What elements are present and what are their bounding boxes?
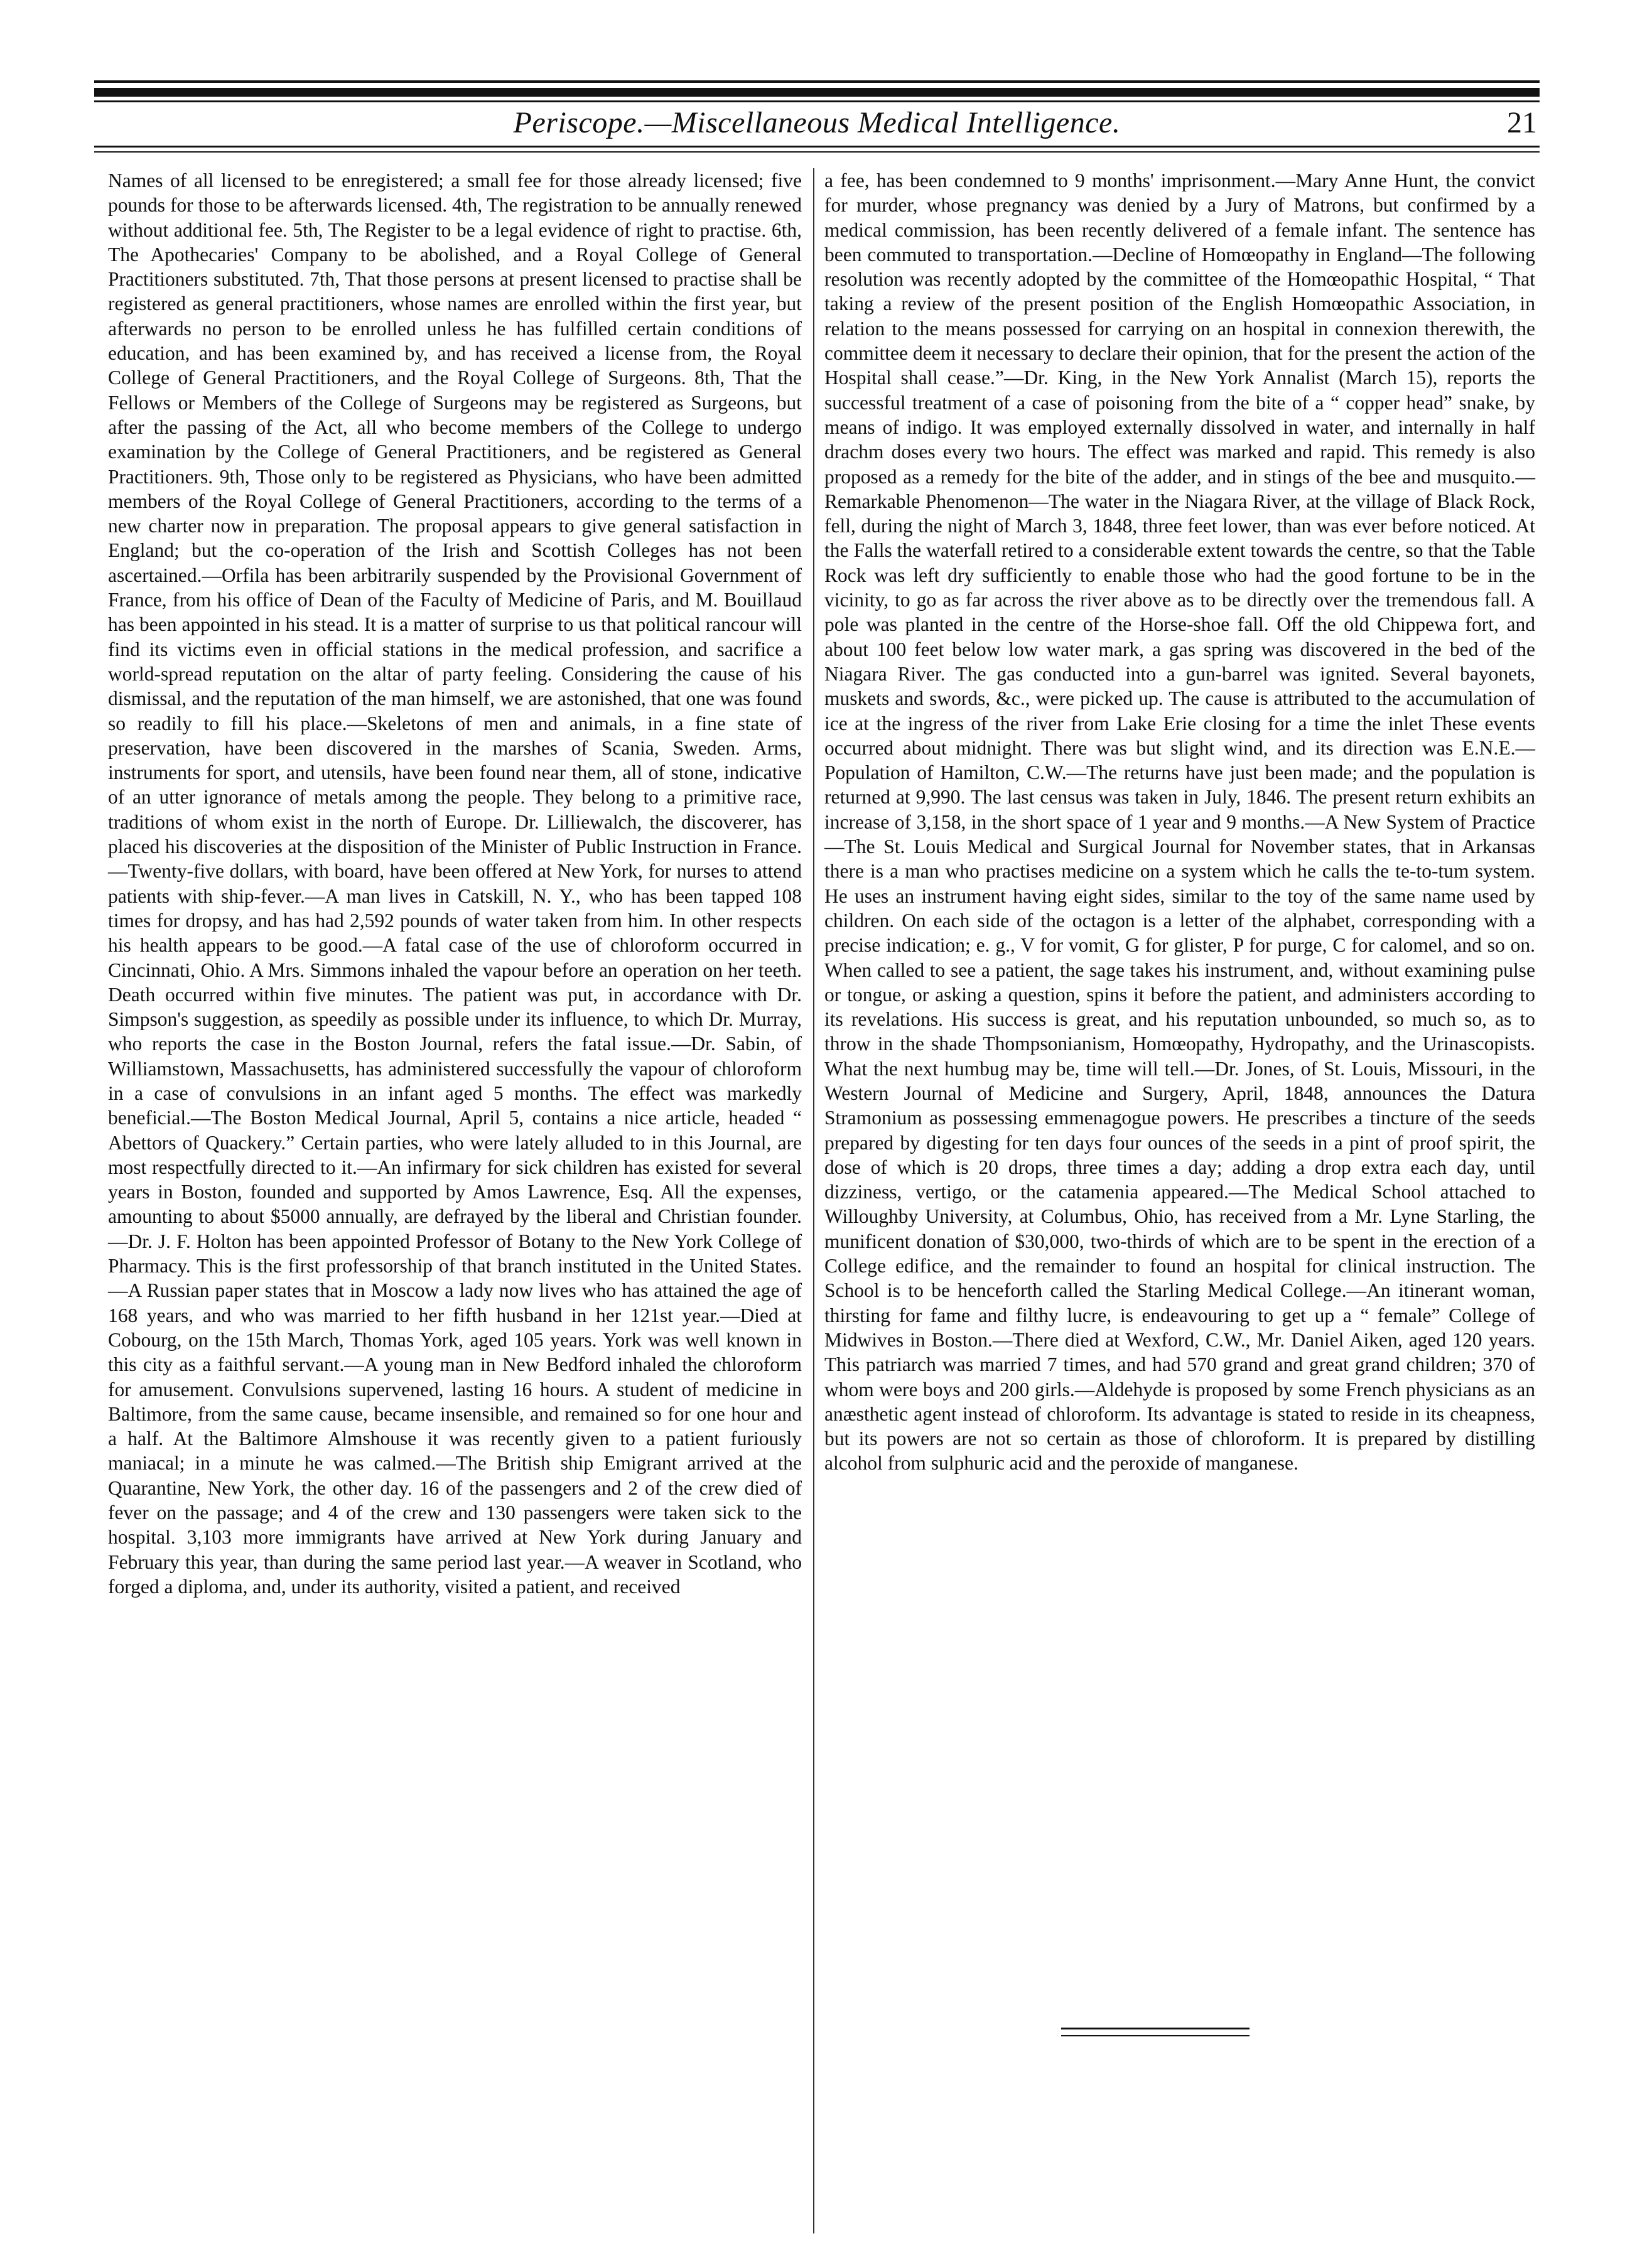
end-rule: [1061, 2028, 1249, 2029]
top-rule: [94, 80, 1540, 83]
running-header: [94, 103, 1540, 142]
left-column-text: Names of all licensed to be enregistered; a small fee for those already licensed; five pounds for those to be afterwards licensed. 4th, The registration to be annually renewed without additional fee. 5th, The Register to be a legal evidence of right to practise. 6th, The Apothecaries' Company to be abolished, and a Royal College of General Practitioners substituted. 7th, That those persons at present licensed to practise shall be registered as general practitioners, whose names are enrolled within the first year, but afterwards no person to be enrolled unless he has fulfilled certain conditions of education, and has been examined by, and has received a license from, the Royal College of General Practitioners, and the Royal College of Surgeons. 8th, That the Fellows or Members of the College of Surgeons may be registered as Surgeons, but after the passing of the Act, all who become members of the College to undergo examination by the College of General Practitioners, and be registered as General Practitioners. 9th, Those only to be registered as Physicians, who have been admitted members of the Royal College of General Practitioners, according to the terms of a new charter now in preparation. The proposal appears to give general satisfaction in England; but the co-operation of the Irish and Scottish Colleges has not been ascertained.—Orfila has been arbitrarily suspended by the Provisional Government of France, from his office of Dean of the Faculty of Medicine of Paris, and M. Bouillaud has been appointed in his stead. It is a matter of surprise to us that political rancour will find its victims even in official stations in the medical profession, and sacrifice a world-spread reputation on the altar of party feeling. Considering the cause of his dismissal, and the reputation of the man himself, we are astonished, that one was found so readily to fill his place.—Skeletons of men and animals, in a fine state of preservation, have been discovered in the marshes of Scania, Sweden. Arms, instruments for sport, and utensils, have been found near them, all of stone, indicative of an utter ignorance of metals among the people. They belong to a primitive race, traditions of whom exist in the north of Europe. Dr. Lilliewalch, the discoverer, has placed his discoveries at the disposition of the Minister of Public Instruction in France.—Twenty-five dollars, with board, have been offered at New York, for nurses to attend patients with ship-fever.—A man lives in Catskill, N. Y., who has been tapped 108 times for dropsy, and has had 2,592 pounds of water taken from him. In other respects his health appears to be good.—A fatal case of the use of chloroform occurred in Cincinnati, Ohio. A Mrs. Simmons inhaled the vapour before an operation on her teeth. Death occurred within five minutes. The patient was put, in accordance with Dr. Simpson's suggestion, as speedily as possible under its influence, to which Dr. Murray, who reports the case in the Boston Journal, refers the fatal issue.—Dr. Sabin, of Williamstown, Massachusetts, has administered successfully the vapour of chloroform in a case of convulsions in an infant aged 5 months. The effect was markedly beneficial.—The Boston Medical Journal, April 5, contains a nice article, headed “ Abettors of Quackery.” Certain parties, who were lately alluded to in this Journal, are most respectfully directed to it.—An infirmary for sick children has existed for several years in Boston, founded and supported by Amos Lawrence, Esq. All the expenses, amounting to about $5000 annually, are defrayed by the liberal and Christian founder.—Dr. J. F. Holton has been appointed Professor of Botany to the New York College of Pharmacy. This is the first professorship of that branch instituted in the United States.—A Russian paper states that in Moscow a lady now lives who has attained the age of 168 years, and who was married to her fifth husband in her 121st year.—Died at Cobourg, on the 15th March, Thomas York, aged 105 years. York was well known in this city as a faithful servant.—A young man in New Bedford inhaled the chloroform for amusement. Convulsions supervened, lasting 16 hours. A student of medicine in Baltimore, from the same cause, became insensible, and remained so for one hour and a half. At the Baltimore Almshouse it was recently given to a patient furiously maniacal; in a minute he was calmed.—The British ship Emigrant arrived at the Quarantine, New York, the other day. 16 of the passengers and 2 of the crew died of fever on the passage; and 4 of the crew and 130 passengers were taken sick to the hospital. 3,103 more immigrants have arrived at New York during January and February this year, than during the same period last year.—A weaver in Scotland, who forged a diploma, and, under its authority, visited a patient, and received: [108, 169, 802, 1598]
column-divider: [813, 168, 814, 2233]
page-number: 21: [1507, 106, 1537, 139]
running-title: Periscope.—Miscellaneous Medical Intelligence.: [513, 106, 1121, 139]
right-column-text: a fee, has been condemned to 9 months' imprisonment.—Mary Anne Hunt, the convict for murder, whose pregnancy was denied by a Jury of Matrons, but confirmed by a medical commission, has been recently delivered of a female infant. The sentence has been commuted to transportation.—Decline of Homœopathy in England—The following resolution was recently adopted by the committee of the Homœopathic Hospital, “ That taking a review of the present position of the English Homœopathic Association, in relation to the means possessed for carrying on an hospital in connexion therewith, the committee deem it necessary to declare their opinion, that for the present the action of the Hospital shall cease.”—Dr. King, in the New York Annalist (March 15), reports the successful treatment of a case of poisoning from the bite of a “ copper head” snake, by means of indigo. It was employed externally dissolved in water, and internally in half drachm doses every two hours. The effect was marked and rapid. This remedy is also proposed as a remedy for the bite of the adder, and in stings of the bee and musquito.—Remarkable Phenomenon—The water in the Niagara River, at the village of Black Rock, fell, during the night of March 3, 1848, three feet lower, than was ever before noticed. At the Falls the waterfall retired to a considerable extent towards the centre, so that the Table Rock was left dry sufficiently to enable those who had the good fortune to be in the vicinity, to go as far across the river above as to be directly over the tremendous fall. A pole was planted in the centre of the Horse-shoe fall. Off the old Chippewa fort, and about 100 feet below low water mark, a gas spring was discovered in the bed of the Niagara River. The gas conducted into a gun-barrel was ignited. Several bayonets, muskets and swords, &c., were picked up. The cause is attributed to the accumulation of ice at the ingress of the river from Lake Erie closing for a time the inlet These events occurred about midnight. There was but slight wind, and its direction was E.N.E.—Population of Hamilton, C.W.—The returns have just been made; and the population is returned at 9,990. The last census was taken in July, 1846. The present return exhibits an increase of 3,158, in the short space of 1 year and 9 months.—A New System of Practice—The St. Louis Medical and Surgical Journal for November states, that in Arkansas there is a man who practises medicine on a system which he calls the te-to-tum system. He uses an instrument having eight sides, similar to the toy of the same name used by children. On each side of the octagon is a letter of the alphabet, corresponding with a precise indication; e. g., V for vomit, G for glister, P for purge, C for calomel, and so on. When called to see a patient, the sage takes his instrument, and, without examining pulse or tongue, or asking a question, spins it before the patient, and administers according to its revelations. His success is great, and his reputation unbounded, so much so, as to throw in the shade Thompsonianism, Homœopathy, Hydropathy, and the Urinascopists. What the next humbug may be, time will tell.—Dr. Jones, of St. Louis, Missouri, in the Western Journal of Medicine and Surgery, April, 1848, announces the Datura Stramonium as possessing emmenagogue powers. He prescribes a tincture of the seeds prepared by digesting for ten days four ounces of the seeds in a pint of proof spirit, the dose of which is 20 drops, three times a day; adding a drop extra each day, until dizziness, vertigo, or the catamenia appeared.—The Medical School attached to Willoughby University, at Columbus, Ohio, has received from a Mr. Lyne Starling, the munificent donation of $30,000, two-thirds of which are to be spent in the erection of a College edifice, and the remainder to found an hospital for clinical instruction. The School is to be henceforth called the Starling Medical College.—An itinerant woman, thirsting for fame and filthy lucre, is endeavouring to get up a “ female” College of Midwives in Boston.—There died at Wexford, C.W., Mr. Daniel Aiken, aged 120 years. This patriarch was married 7 times, and had 570 grand and great grand children; 370 of whom were boys and 200 girls.—Aldehyde is proposed by some French physicians as an anæsthetic agent instead of chloroform. Its advantage is stated to reside in its cheapness, but its powers are not so certain as those of chloroform. It is prepared by distilling alcohol from sulphuric acid and the peroxide of manganese.: [824, 169, 1535, 1475]
header-rule-lower: [94, 151, 1540, 153]
end-rule-lower: [1061, 2035, 1249, 2036]
top-rule-thick: [94, 88, 1540, 97]
header-rule: [94, 146, 1540, 148]
top-rule-lower: [94, 100, 1540, 102]
